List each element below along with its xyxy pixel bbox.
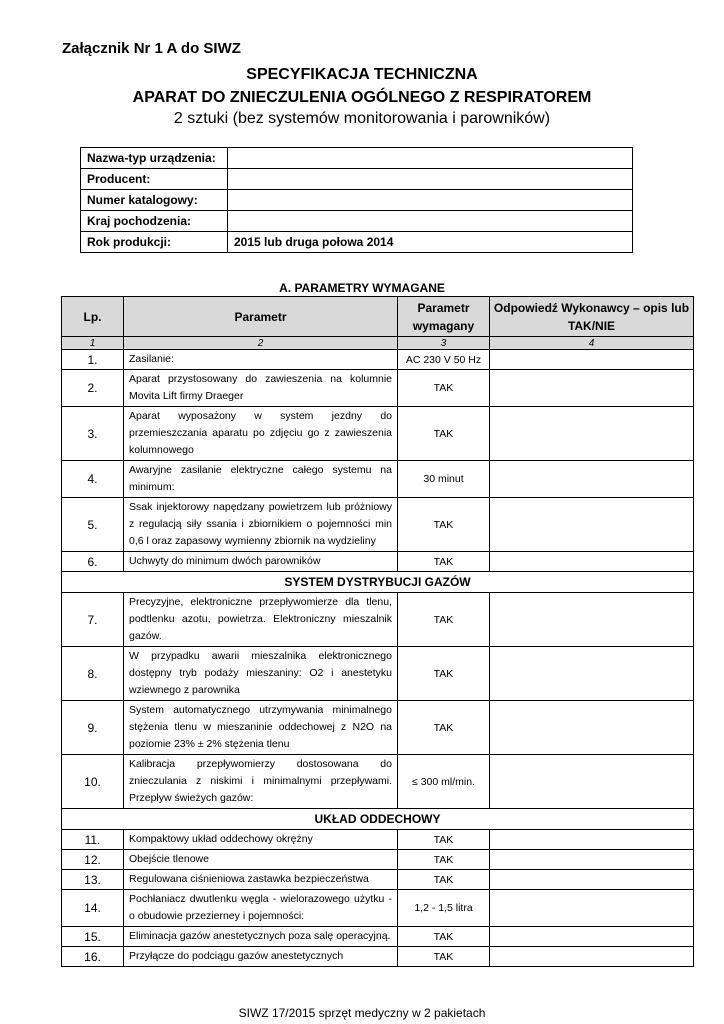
table-row: [62, 593, 694, 647]
info-value[interactable]: 2015 lub druga połowa 2014: [228, 232, 633, 253]
row-answer-cell[interactable]: [490, 350, 694, 370]
row-required-value: ≤ 300 ml/min.: [398, 755, 490, 809]
row-answer-cell[interactable]: [490, 370, 694, 407]
row-parameter: Eliminacja gazów anestetycznych poza salę operacyjną.: [124, 927, 398, 947]
section-heading: UKŁAD ODDECHOWY: [62, 809, 694, 830]
col-number: 3: [398, 337, 490, 350]
row-answer-cell[interactable]: [490, 498, 694, 552]
info-value[interactable]: [228, 169, 633, 190]
row-number: 10.: [62, 755, 124, 809]
table-row: [62, 850, 694, 870]
col-header-answer: Odpowiedź Wykonawcy – opis lub TAK/NIE: [490, 297, 694, 337]
row-number: 14.: [62, 890, 124, 927]
row-number: 6.: [62, 552, 124, 572]
section-heading: SYSTEM DYSTRYBUCJI GAZÓW: [62, 572, 694, 593]
table-row: [62, 890, 694, 927]
info-label: Numer katalogowy:: [81, 190, 228, 211]
row-required-value: TAK: [398, 830, 490, 850]
row-number: 11.: [62, 830, 124, 850]
info-label: Kraj pochodzenia:: [81, 211, 228, 232]
row-required-value: 30 minut: [398, 461, 490, 498]
row-required-value: TAK: [398, 947, 490, 967]
table-row: [62, 755, 694, 809]
info-row: [81, 148, 633, 169]
row-required-value: TAK: [398, 552, 490, 572]
table-row: [62, 370, 694, 407]
row-parameter: Pochłaniacz dwutlenku węgla - wielorazowego użytku - o obudowie przezierney i pojemności:: [124, 890, 398, 927]
row-required-value: TAK: [398, 870, 490, 890]
row-answer-cell[interactable]: [490, 647, 694, 701]
info-row: [81, 232, 633, 253]
info-value[interactable]: [228, 148, 633, 169]
row-number: 8.: [62, 647, 124, 701]
table-row: [62, 461, 694, 498]
doc-note: 2 sztuki (bez systemów monitorowania i parowników): [173, 110, 551, 127]
row-answer-cell[interactable]: [490, 407, 694, 461]
col-number: 4: [490, 337, 694, 350]
row-answer-cell[interactable]: [490, 701, 694, 755]
page-footer: SIWZ 17/2015 sprzęt medyczny w 2 pakietach: [238, 1006, 486, 1020]
info-value[interactable]: [228, 190, 633, 211]
row-parameter: Aparat wyposażony w system jezdny do przemieszczania aparatu po zdjęciu go z zawieszenia kolumnowego: [124, 407, 398, 461]
row-number: 3.: [62, 407, 124, 461]
info-label: Rok produkcji:: [81, 232, 228, 253]
col-header-lp: Lp.: [62, 297, 124, 337]
row-number: 13.: [62, 870, 124, 890]
row-number: 5.: [62, 498, 124, 552]
section-row: [62, 809, 694, 830]
doc-subtitle: APARAT DO ZNIECZULENIA OGÓLNEGO Z RESPIRATOREM: [132, 89, 592, 106]
row-answer-cell[interactable]: [490, 927, 694, 947]
spec-table: [61, 296, 694, 967]
row-required-value: TAK: [398, 593, 490, 647]
col-header-param: Parametr: [124, 297, 398, 337]
table-row: [62, 947, 694, 967]
row-number: 1.: [62, 350, 124, 370]
row-answer-cell[interactable]: [490, 461, 694, 498]
row-required-value: TAK: [398, 370, 490, 407]
info-label: Nazwa-typ urządzenia:: [81, 148, 228, 169]
info-row: [81, 169, 633, 190]
row-answer-cell[interactable]: [490, 870, 694, 890]
row-parameter: Aparat przystosowany do zawieszenia na kolumnie Movita Lift firmy Draeger: [124, 370, 398, 407]
row-parameter: System automatycznego utrzymywania minimalnego stężenia tlenu w mieszaninie oddechowej z N2O na poziomie 23% ± 2% stężenia tlenu: [124, 701, 398, 755]
row-number: 16.: [62, 947, 124, 967]
row-required-value: TAK: [398, 701, 490, 755]
row-answer-cell[interactable]: [490, 890, 694, 927]
row-parameter: Precyzyjne, elektroniczne przepływomierze dla tlenu, podtlenku azotu, powietrza. Elektroniczny mieszalnik gazów.: [124, 593, 398, 647]
table-row: [62, 552, 694, 572]
table-row: [62, 830, 694, 850]
table-row: [62, 498, 694, 552]
col-header-required: Parametr wymagany: [398, 297, 490, 337]
row-answer-cell[interactable]: [490, 755, 694, 809]
row-parameter: Obejście tlenowe: [124, 850, 398, 870]
info-row: [81, 190, 633, 211]
column-number-row: [62, 337, 694, 350]
annex-label: Załącznik Nr 1 A do SIWZ: [62, 40, 241, 57]
row-required-value: TAK: [398, 498, 490, 552]
doc-title: SPECYFIKACJA TECHNICZNA: [246, 66, 478, 83]
row-parameter: Przyłącze do podciągu gazów anestetycznych: [124, 947, 398, 967]
row-parameter: Ssak injektorowy napędzany powietrzem lub próżniowy z regulacją siły ssania i zbiornikiem o pojemności min 0,6 l oraz zapasowy wymienny zbiornik na wydzieliny: [124, 498, 398, 552]
row-required-value: TAK: [398, 647, 490, 701]
row-parameter: W przypadku awarii mieszalnika elektronicznego dostępny tryb podaży mieszaniny: O2 i anestetyku wziewnego z parownika: [124, 647, 398, 701]
section-a-heading: A. PARAMETRY WYMAGANE: [279, 281, 445, 295]
row-parameter: Awaryjne zasilanie elektryczne całego systemu na minimum:: [124, 461, 398, 498]
device-info-table: [80, 147, 633, 253]
table-row: [62, 870, 694, 890]
row-number: 9.: [62, 701, 124, 755]
row-answer-cell[interactable]: [490, 947, 694, 967]
col-number: 1: [62, 337, 124, 350]
info-value[interactable]: [228, 211, 633, 232]
row-required-value: AC 230 V 50 Hz: [398, 350, 490, 370]
row-answer-cell[interactable]: [490, 593, 694, 647]
row-required-value: TAK: [398, 407, 490, 461]
row-required-value: TAK: [398, 850, 490, 870]
row-number: 12.: [62, 850, 124, 870]
row-number: 2.: [62, 370, 124, 407]
table-row: [62, 350, 694, 370]
row-answer-cell[interactable]: [490, 830, 694, 850]
row-number: 15.: [62, 927, 124, 947]
table-row: [62, 927, 694, 947]
row-parameter: Regulowana ciśnieniowa zastawka bezpieczeństwa: [124, 870, 398, 890]
row-answer-cell[interactable]: [490, 552, 694, 572]
row-number: 7.: [62, 593, 124, 647]
row-required-value: TAK: [398, 927, 490, 947]
row-parameter: Uchwyty do minimum dwóch parowników: [124, 552, 398, 572]
info-row: [81, 211, 633, 232]
table-row: [62, 407, 694, 461]
row-parameter: Kalibracja przepływomierzy dostosowana do znieczulania z niskimi i minimalnymi przepływami. Przepływ świeżych gazów:: [124, 755, 398, 809]
table-row: [62, 647, 694, 701]
info-label: Producent:: [81, 169, 228, 190]
row-required-value: 1,2 - 1,5 litra: [398, 890, 490, 927]
row-parameter: Zasilanie:: [124, 350, 398, 370]
row-answer-cell[interactable]: [490, 850, 694, 870]
row-number: 4.: [62, 461, 124, 498]
col-number: 2: [124, 337, 398, 350]
row-parameter: Kompaktowy układ oddechowy okrężny: [124, 830, 398, 850]
section-row: [62, 572, 694, 593]
table-row: [62, 701, 694, 755]
